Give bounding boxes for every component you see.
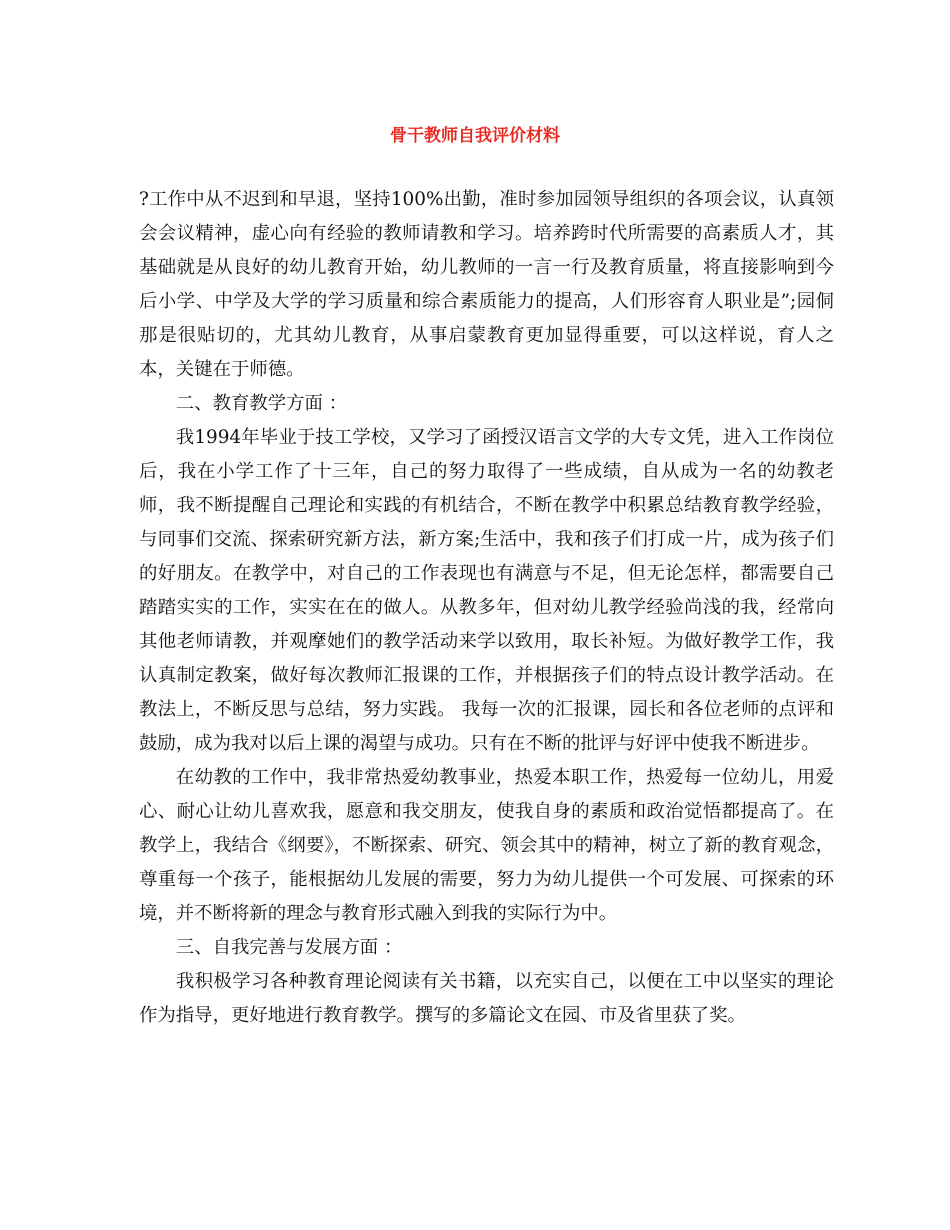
document-body xyxy=(139,183,834,1033)
paragraph-study-and-papers: 我积极学习各种教育理论阅读有关书籍，以充实自己，以便在工中以坚实的理论作为指导，更好地进行教育教学。撰写的多篇论文在园、市及省里获了奖。 xyxy=(139,971,834,1026)
section-heading-self-improvement: 三、自我完善与发展方面 ： xyxy=(175,937,403,958)
section-heading-teaching: 二、教育教学方面 ： xyxy=(175,393,348,414)
paragraph-teaching-experience: 我1994年毕业于技工学校，又学习了函授汉语言文学的大专文凭，进入工作岗位后，我在小学工作了十三年，自己的努力取得了一些成绩，自从成为一名的幼教老师，我不断提醒自己理论和实践的有机结合，不断在教学中积累总结教育教学经验，与同事们交流、探索研究新方法，新方案;生活中，我和孩子们打成一片，成为孩子们的好朋友。在教学中，对自己的工作表现也有满意与不足，但无论怎样，都需要自己踏踏实实的工作，实实在在的做人。从教多年，但对幼儿教学经验尚浅的我，经常向其他老师请教，并观摩她们的教学活动来学以致用，取长补短。为做好教学工作，我认真制定教案，做好每次教师汇报课的工作，并根据孩子们的特点设计教学活动。在教法上，不断反思与总结，努力实践。 我每一次的汇报课，园长和各位老师的点评和鼓励，成为我对以后上课的渴望与成功。只有在不断的批评与好评中使我不断进步。 xyxy=(139,427,834,754)
document-title: 骨干教师自我评价材料 xyxy=(390,126,560,146)
paragraph-kindergarten-work: 在幼教的工作中，我非常热爱幼教事业，热爱本职工作，热爱每一位幼儿，用爱心、耐心让幼儿喜欢我，愿意和我交朋友，使我自身的素质和政治觉悟都提高了。在教学上，我结合《纲要》，不断探索、研究、领会其中的精神，树立了新的教育观念，尊重每一个孩子，能根据幼儿发展的需要，努力为幼儿提供一个可发展、可探索的环境，并不断将新的理念与教育形式融入到我的实际行为中。 xyxy=(139,767,834,924)
paragraph-work-attendance: ?工作中从不迟到和早退，坚持100%出勤，准时参加园领导组织的各项会议，认真领会会议精神，虚心向有经验的教师请教和学习。培养跨时代所需要的高素质人才，其基础就是从良好的幼儿教育开始，幼儿教师的一言一行及教育质量，将直接影响到今后小学、中学及大学的学习质量和综合素质能力的提高，人们形容育人职业是”;园侗那是很贴切的，尤其幼儿教育，从事启蒙教育更加显得重要，可以这样说，育人之本，关键在于师德。 xyxy=(139,189,834,380)
